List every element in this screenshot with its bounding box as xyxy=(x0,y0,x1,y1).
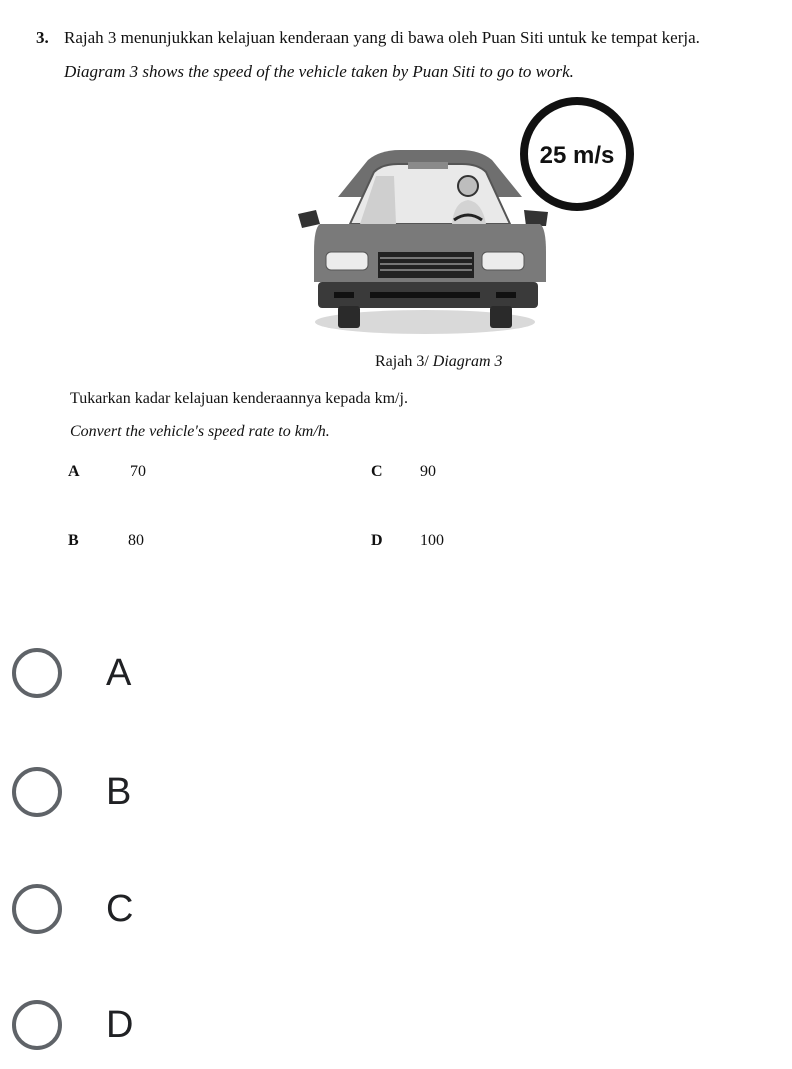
question-number: 3. xyxy=(36,28,49,47)
radio-button[interactable] xyxy=(12,648,62,698)
speed-label: 25 m/s xyxy=(539,142,615,169)
radio-button[interactable] xyxy=(12,884,62,934)
choice-d[interactable] xyxy=(12,1000,412,1060)
driver-head xyxy=(458,176,478,196)
rear-mirror xyxy=(408,162,448,169)
prompt-english: Convert the vehicle's speed rate to km/h. xyxy=(70,423,330,440)
choice-a[interactable] xyxy=(12,648,412,708)
caption-english: Diagram 3 xyxy=(432,353,503,370)
right-mirror xyxy=(524,210,548,226)
choice-b[interactable] xyxy=(12,767,412,827)
prompt-malay: Tukarkan kadar kelajuan kenderaannya kepada km/j. xyxy=(70,390,408,407)
option-value: 100 xyxy=(420,532,444,549)
diagram-caption xyxy=(375,353,503,371)
right-headlight xyxy=(482,252,524,270)
radio-button[interactable] xyxy=(12,1000,62,1050)
option-letter: A xyxy=(68,463,80,480)
question-text-malay: Rajah 3 menunjukkan kelajuan kenderaan yang di bawa oleh Puan Siti untuk ke tempat kerja. xyxy=(64,28,700,47)
choice-label: B xyxy=(106,771,132,813)
choice-c[interactable] xyxy=(12,884,412,944)
radio-button[interactable] xyxy=(12,767,62,817)
left-wheel xyxy=(338,306,360,328)
option-letter: C xyxy=(371,463,383,480)
option-letter: D xyxy=(371,532,383,549)
car-diagram xyxy=(290,92,650,342)
choice-label: A xyxy=(106,652,132,694)
question-text-english: Diagram 3 shows the speed of the vehicle taken by Puan Siti to go to work. xyxy=(64,62,574,81)
left-mirror xyxy=(298,210,320,228)
option-letter: B xyxy=(68,532,79,549)
option-value: 90 xyxy=(420,463,436,480)
caption-malay: Rajah 3/ xyxy=(375,353,433,370)
option-value: 70 xyxy=(130,463,146,480)
right-wheel xyxy=(490,306,512,328)
left-headlight xyxy=(326,252,368,270)
choice-label: D xyxy=(106,1004,134,1046)
option-value: 80 xyxy=(128,532,144,549)
choice-label: C xyxy=(106,888,134,930)
